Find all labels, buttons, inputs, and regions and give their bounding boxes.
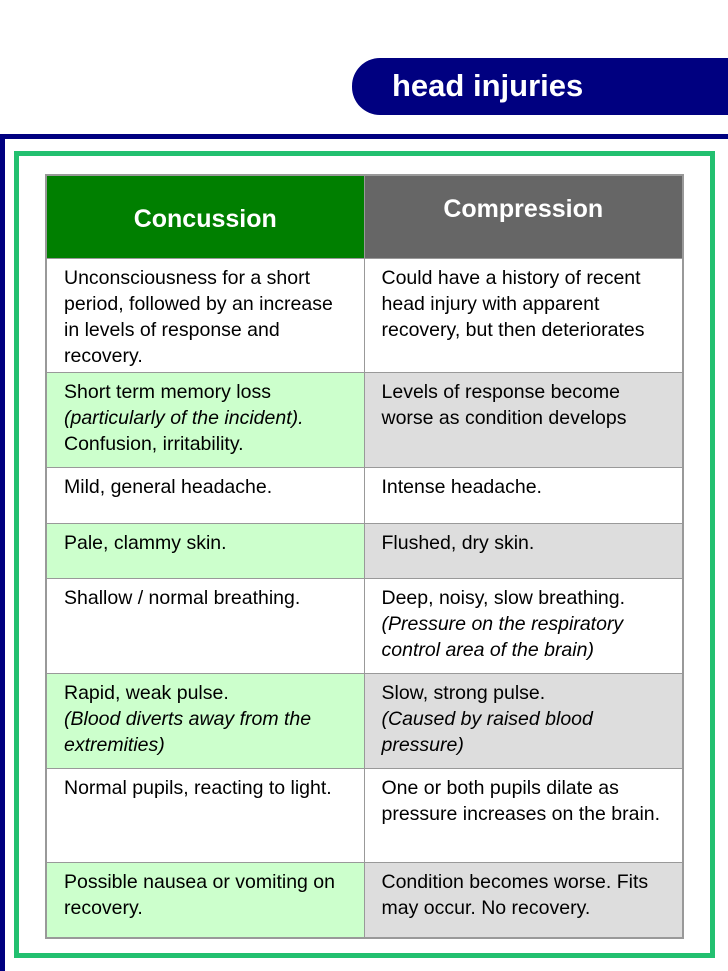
cell-text: Flushed, dry skin. <box>381 532 535 554</box>
table-header-row <box>46 175 683 259</box>
comparison-table <box>45 174 684 939</box>
cell-text: Slow, strong pulse. <box>381 682 546 704</box>
table-row <box>46 579 683 674</box>
cell-text: Shallow / normal breathing. <box>64 587 301 609</box>
table-row <box>46 524 683 579</box>
compression-cell <box>364 863 683 938</box>
header-concussion: Concussion <box>46 175 364 259</box>
concussion-cell <box>46 863 364 938</box>
cell-text: Intense headache. <box>381 476 542 498</box>
cell-text: Possible nausea or vomiting on recovery. <box>64 871 335 919</box>
cell-note: (Caused by raised blood pressure) <box>381 708 593 756</box>
compression-cell <box>364 524 683 579</box>
compression-cell <box>364 259 683 373</box>
concussion-cell <box>46 769 364 863</box>
cell-text: Short term memory loss <box>64 381 271 403</box>
cell-text: Could have a history of recent head injury with apparent recovery, but then deteriorates <box>381 267 645 341</box>
cell-text: Mild, general headache. <box>64 476 273 498</box>
concussion-cell <box>46 524 364 579</box>
concussion-cell <box>46 259 364 373</box>
cell-text: One or both pupils dilate as pressure increases on the brain. <box>381 777 661 825</box>
cell-text: Condition becomes worse. Fits may occur. No recovery. <box>381 871 649 919</box>
cell-text: Levels of response become worse as condition develops <box>381 381 627 429</box>
concussion-cell <box>46 373 364 468</box>
table-row <box>46 373 683 468</box>
cell-text-after: Confusion, irritability. <box>64 433 244 455</box>
table-row <box>46 863 683 938</box>
compression-cell <box>364 674 683 769</box>
table-row <box>46 769 683 863</box>
cell-note: (Blood diverts away from the extremities) <box>64 708 312 756</box>
concussion-cell <box>46 579 364 674</box>
table-row <box>46 468 683 524</box>
cell-text: Unconsciousness for a short period, followed by an increase in levels of response and recovery. <box>64 267 333 367</box>
page-title: head injuries <box>392 68 584 103</box>
cell-text: Deep, noisy, slow breathing. <box>381 587 626 609</box>
cell-text: Pale, clammy skin. <box>64 532 227 554</box>
header-compression: Compression <box>364 175 683 259</box>
cell-text: Normal pupils, reacting to light. <box>64 777 332 799</box>
compression-cell <box>364 468 683 524</box>
table-row <box>46 259 683 373</box>
table-row <box>46 674 683 769</box>
concussion-cell <box>46 468 364 524</box>
concussion-cell <box>46 674 364 769</box>
compression-cell <box>364 769 683 863</box>
cell-note: (Pressure on the respiratory control area of the brain) <box>381 613 624 661</box>
compression-cell <box>364 579 683 674</box>
title-banner <box>352 58 728 115</box>
compression-cell <box>364 373 683 468</box>
cell-text: Rapid, weak pulse. <box>64 682 229 704</box>
cell-note: (particularly of the incident). <box>64 407 304 429</box>
